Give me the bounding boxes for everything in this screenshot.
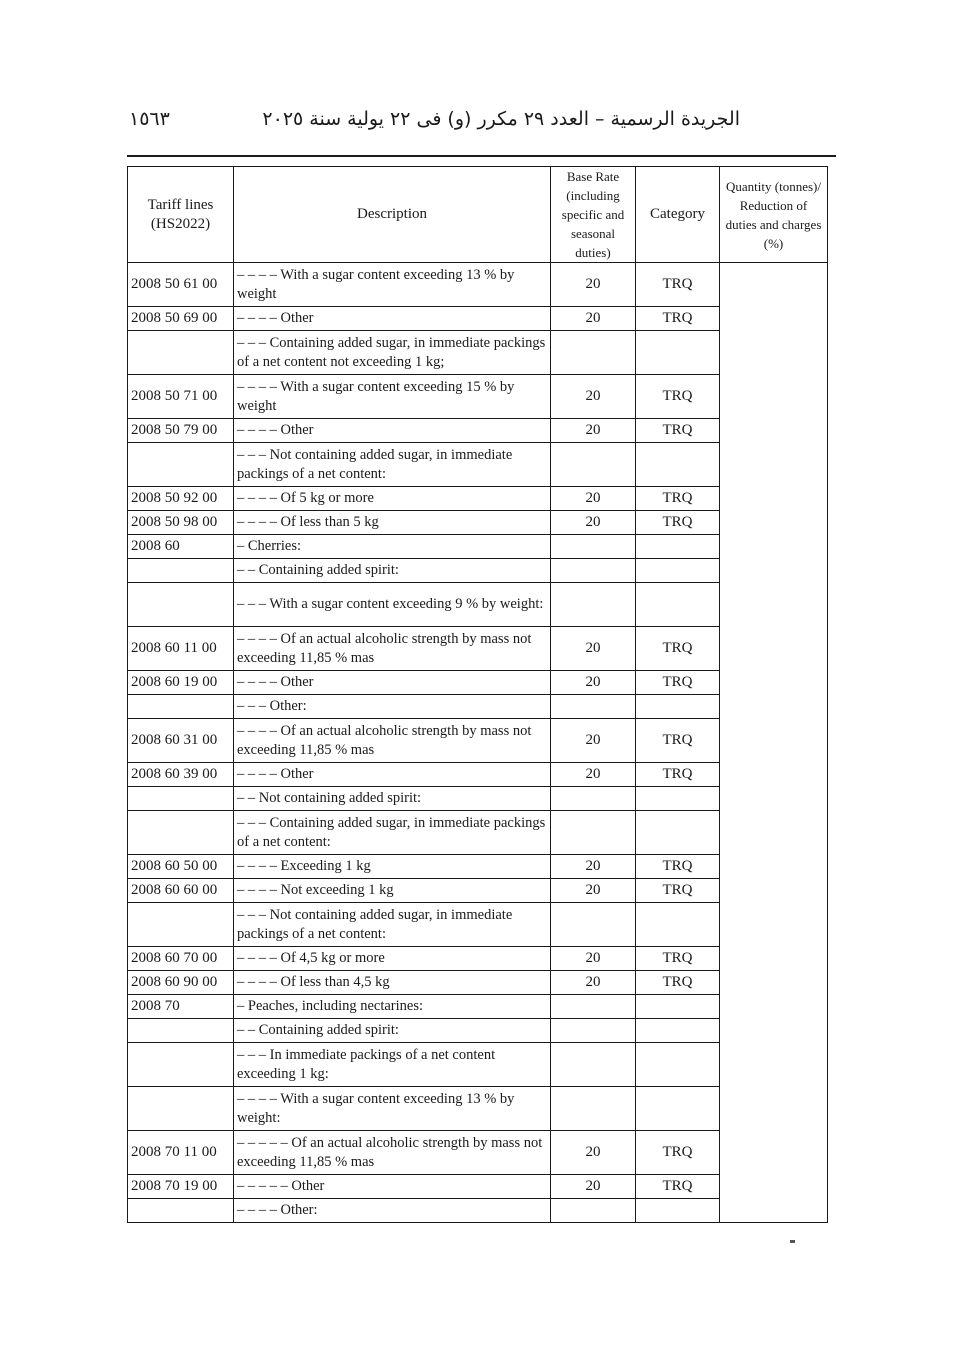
tariff-code-cell: 2008 60 50 00: [128, 855, 234, 879]
category-cell: TRQ: [636, 1131, 720, 1175]
category-cell: [636, 1087, 720, 1131]
tariff-code-cell: 2008 60: [128, 535, 234, 559]
base-rate-cell: 20: [551, 263, 636, 307]
tariff-code-cell: 2008 50 79 00: [128, 419, 234, 443]
description-cell: – – – – Of less than 5 kg: [234, 511, 551, 535]
description-cell: – – – – Of an actual alcoholic strength by mass not exceeding 11,85 % mas: [234, 719, 551, 763]
base-rate-cell: [551, 443, 636, 487]
tariff-code-cell: 2008 60 11 00: [128, 627, 234, 671]
category-cell: TRQ: [636, 879, 720, 903]
gazette-title: الجريدة الرسمية – العدد ٢٩ مكرر (و) فى ٢٢ يولية سنة ٢٠٢٥: [262, 108, 740, 130]
category-cell: TRQ: [636, 487, 720, 511]
description-cell: – – – – – Of an actual alcoholic strength by mass not exceeding 11,85 % mas: [234, 1131, 551, 1175]
base-rate-cell: 20: [551, 763, 636, 787]
category-cell: TRQ: [636, 719, 720, 763]
description-cell: – – – In immediate packings of a net content exceeding 1 kg:: [234, 1043, 551, 1087]
tariff-code-cell: [128, 695, 234, 719]
header-tariff-lines: Tariff lines (HS2022): [128, 167, 234, 263]
table-body: [128, 263, 828, 1223]
table-header-row: [128, 167, 828, 263]
description-cell: – – – – Other: [234, 671, 551, 695]
description-cell: – Cherries:: [234, 535, 551, 559]
base-rate-cell: 20: [551, 307, 636, 331]
category-cell: [636, 331, 720, 375]
tariff-code-cell: [128, 787, 234, 811]
base-rate-cell: [551, 1087, 636, 1131]
description-cell: – Peaches, including nectarines:: [234, 995, 551, 1019]
category-cell: [636, 1043, 720, 1087]
category-cell: [636, 787, 720, 811]
tariff-code-cell: [128, 1199, 234, 1223]
base-rate-cell: 20: [551, 627, 636, 671]
category-cell: TRQ: [636, 263, 720, 307]
tariff-code-cell: 2008 60 70 00: [128, 947, 234, 971]
description-cell: – – – – Of 5 kg or more: [234, 487, 551, 511]
description-cell: – – – Not containing added sugar, in immediate packings of a net content:: [234, 903, 551, 947]
category-cell: [636, 1019, 720, 1043]
base-rate-cell: [551, 695, 636, 719]
header-quantity: Quantity (tonnes)/ Reduction of duties and charges (%): [720, 167, 828, 263]
category-cell: TRQ: [636, 947, 720, 971]
description-cell: – – – – With a sugar content exceeding 15 % by weight: [234, 375, 551, 419]
description-cell: – – – – With a sugar content exceeding 13 % by weight: [234, 263, 551, 307]
base-rate-cell: [551, 1019, 636, 1043]
tariff-code-cell: [128, 559, 234, 583]
base-rate-cell: 20: [551, 419, 636, 443]
base-rate-cell: [551, 535, 636, 559]
category-cell: TRQ: [636, 1175, 720, 1199]
page-number: ١٥٦٣: [129, 108, 170, 130]
category-cell: TRQ: [636, 375, 720, 419]
base-rate-cell: 20: [551, 1131, 636, 1175]
tariff-code-cell: 2008 50 61 00: [128, 263, 234, 307]
tariff-code-cell: [128, 443, 234, 487]
category-cell: [636, 811, 720, 855]
description-cell: – – – Not containing added sugar, in immediate packings of a net content:: [234, 443, 551, 487]
category-cell: TRQ: [636, 627, 720, 671]
description-cell: – – – Containing added sugar, in immediate packings of a net content not exceeding 1 kg;: [234, 331, 551, 375]
quantity-cell: [720, 263, 828, 1223]
header-description: Description: [234, 167, 551, 263]
base-rate-cell: 20: [551, 511, 636, 535]
header-category: Category: [636, 167, 720, 263]
base-rate-cell: [551, 1043, 636, 1087]
category-cell: TRQ: [636, 971, 720, 995]
description-cell: – – – – Other:: [234, 1199, 551, 1223]
description-cell: – – Not containing added spirit:: [234, 787, 551, 811]
description-cell: – – – – Of less than 4,5 kg: [234, 971, 551, 995]
description-cell: – – – – Exceeding 1 kg: [234, 855, 551, 879]
tariff-code-cell: [128, 1087, 234, 1131]
category-cell: TRQ: [636, 671, 720, 695]
tariff-code-cell: 2008 60 39 00: [128, 763, 234, 787]
tariff-table: [127, 166, 828, 1223]
category-cell: [636, 443, 720, 487]
description-cell: – – – Containing added sugar, in immediate packings of a net content:: [234, 811, 551, 855]
scan-speck: [790, 1240, 795, 1243]
base-rate-cell: [551, 331, 636, 375]
category-cell: TRQ: [636, 855, 720, 879]
category-cell: TRQ: [636, 511, 720, 535]
base-rate-cell: 20: [551, 947, 636, 971]
category-cell: TRQ: [636, 763, 720, 787]
description-cell: – – – – Other: [234, 419, 551, 443]
tariff-code-cell: 2008 70 11 00: [128, 1131, 234, 1175]
base-rate-cell: 20: [551, 1175, 636, 1199]
base-rate-cell: [551, 995, 636, 1019]
description-cell: – – – With a sugar content exceeding 9 % by weight:: [234, 583, 551, 627]
description-cell: – – – – Not exceeding 1 kg: [234, 879, 551, 903]
description-cell: – – Containing added spirit:: [234, 559, 551, 583]
tariff-code-cell: 2008 70: [128, 995, 234, 1019]
base-rate-cell: [551, 1199, 636, 1223]
tariff-code-cell: [128, 903, 234, 947]
base-rate-cell: [551, 787, 636, 811]
category-cell: [636, 995, 720, 1019]
category-cell: [636, 583, 720, 627]
tariff-code-cell: 2008 50 92 00: [128, 487, 234, 511]
tariff-code-cell: 2008 60 19 00: [128, 671, 234, 695]
category-cell: [636, 559, 720, 583]
description-cell: – – – Other:: [234, 695, 551, 719]
tariff-code-cell: [128, 811, 234, 855]
base-rate-cell: [551, 583, 636, 627]
description-cell: – – – – Other: [234, 763, 551, 787]
description-cell: – – – – With a sugar content exceeding 13 % by weight:: [234, 1087, 551, 1131]
tariff-code-cell: [128, 1019, 234, 1043]
category-cell: [636, 695, 720, 719]
table-row: [128, 263, 828, 307]
base-rate-cell: 20: [551, 879, 636, 903]
base-rate-cell: 20: [551, 719, 636, 763]
header-divider: [127, 155, 836, 157]
description-cell: – – – – – Other: [234, 1175, 551, 1199]
tariff-code-cell: [128, 331, 234, 375]
header-base-rate: Base Rate (including specific and seasonal duties): [551, 167, 636, 263]
tariff-code-cell: [128, 583, 234, 627]
category-cell: [636, 535, 720, 559]
tariff-code-cell: 2008 60 31 00: [128, 719, 234, 763]
base-rate-cell: 20: [551, 375, 636, 419]
page-header: [127, 108, 836, 138]
description-cell: – – – – Of 4,5 kg or more: [234, 947, 551, 971]
description-cell: – – Containing added spirit:: [234, 1019, 551, 1043]
tariff-code-cell: 2008 60 60 00: [128, 879, 234, 903]
base-rate-cell: 20: [551, 971, 636, 995]
tariff-code-cell: 2008 50 71 00: [128, 375, 234, 419]
category-cell: TRQ: [636, 419, 720, 443]
tariff-code-cell: 2008 50 98 00: [128, 511, 234, 535]
category-cell: TRQ: [636, 307, 720, 331]
tariff-code-cell: 2008 70 19 00: [128, 1175, 234, 1199]
description-cell: – – – – Other: [234, 307, 551, 331]
tariff-code-cell: 2008 50 69 00: [128, 307, 234, 331]
base-rate-cell: [551, 811, 636, 855]
description-cell: – – – – Of an actual alcoholic strength by mass not exceeding 11,85 % mas: [234, 627, 551, 671]
tariff-code-cell: [128, 1043, 234, 1087]
base-rate-cell: 20: [551, 487, 636, 511]
base-rate-cell: 20: [551, 855, 636, 879]
category-cell: [636, 1199, 720, 1223]
base-rate-cell: [551, 559, 636, 583]
tariff-code-cell: 2008 60 90 00: [128, 971, 234, 995]
category-cell: [636, 903, 720, 947]
base-rate-cell: [551, 903, 636, 947]
base-rate-cell: 20: [551, 671, 636, 695]
